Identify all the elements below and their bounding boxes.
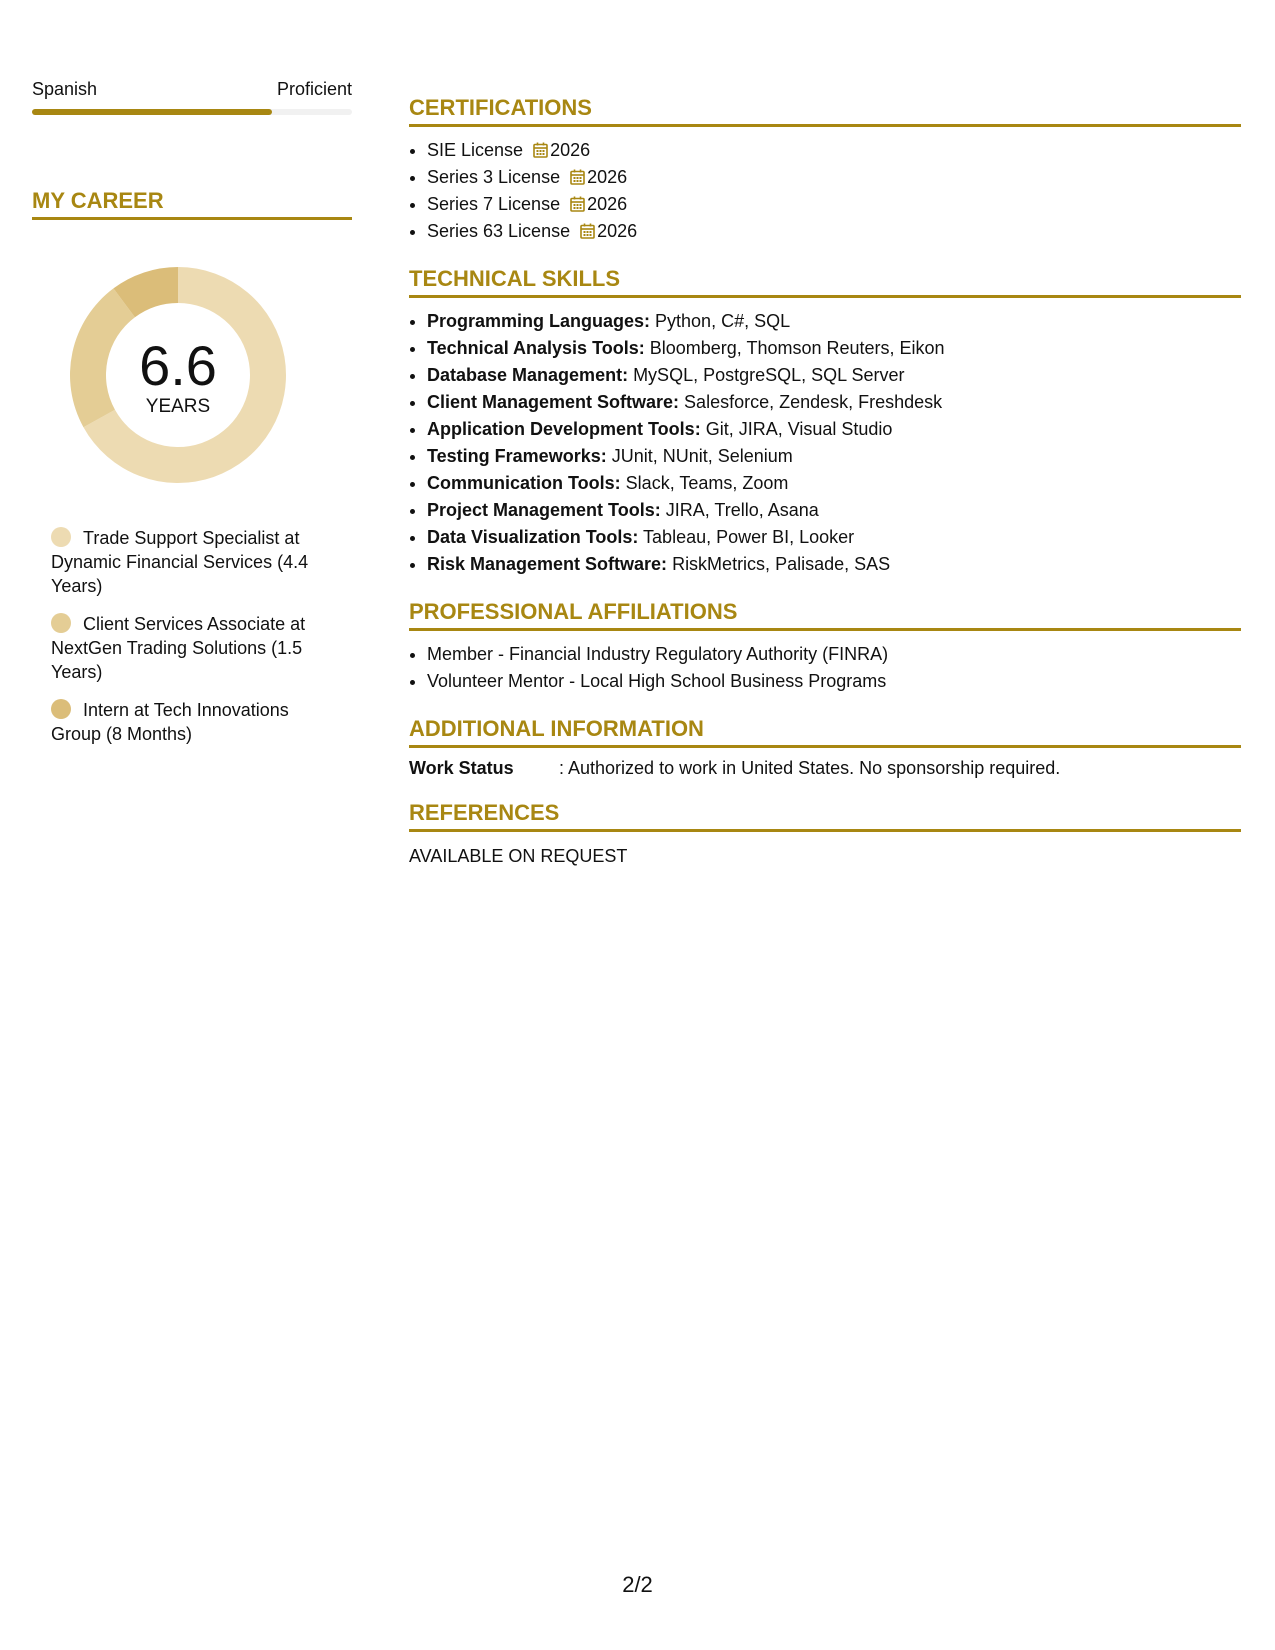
skill-item: • Database Management: MySQL, PostgreSQL, SQL Server	[427, 362, 1241, 389]
affiliations-title: PROFESSIONAL AFFILIATIONS	[409, 598, 1241, 631]
career-total-years: 6.6	[139, 334, 217, 397]
certification-item: • Series 7 License 2026	[427, 191, 1241, 218]
career-donut-chart	[65, 262, 291, 488]
affiliations-list	[409, 641, 1241, 695]
certifications-title: CERTIFICATIONS	[409, 94, 1241, 127]
references-text: AVAILABLE ON REQUEST	[409, 846, 628, 866]
language-proficiency-fill	[32, 109, 272, 115]
career-legend-item: Intern at Tech Innovations Group (8 Months)	[51, 700, 289, 744]
skill-item: • Testing Frameworks: JUnit, NUnit, Selenium	[427, 443, 1241, 470]
language-item	[32, 78, 352, 115]
skill-item: • Communication Tools: Slack, Teams, Zoom	[427, 470, 1241, 497]
career-section-title: MY CAREER	[32, 187, 352, 220]
calendar-icon	[580, 223, 595, 239]
career-legend	[51, 526, 331, 746]
certifications-list	[409, 137, 1241, 245]
language-level: Proficient	[276, 79, 352, 99]
legend-dot-icon	[51, 613, 71, 633]
affiliation-item: • Member - Financial Industry Regulatory Authority (FINRA)	[427, 641, 1241, 668]
skill-item: • Programming Languages: Python, C#, SQL	[427, 308, 1241, 335]
skill-item: • Project Management Tools: JIRA, Trello, Asana	[427, 497, 1241, 524]
career-legend-item: Client Services Associate at NextGen Trading Solutions (1.5 Years)	[51, 614, 306, 682]
skill-item: • Application Development Tools: Git, JIRA, Visual Studio	[427, 416, 1241, 443]
calendar-icon	[570, 196, 585, 212]
work-status-row	[409, 757, 1241, 779]
calendar-icon	[533, 142, 548, 158]
technical-skills-title: TECHNICAL SKILLS	[409, 265, 1241, 298]
right-column	[409, 94, 1241, 867]
page-number: 2/2	[622, 1572, 653, 1597]
work-status-label: Work Status	[409, 758, 514, 778]
work-status-value: : Authorized to work in United States. No sponsorship required.	[559, 758, 1061, 778]
language-name: Spanish	[32, 79, 98, 99]
certification-item: • SIE License 2026	[427, 137, 1241, 164]
additional-info-title: ADDITIONAL INFORMATION	[409, 715, 1241, 748]
technical-skills-list	[409, 308, 1241, 578]
calendar-icon	[570, 169, 585, 185]
references-title: REFERENCES	[409, 799, 1241, 832]
skill-item: • Client Management Software: Salesforce, Zendesk, Freshdesk	[427, 389, 1241, 416]
certification-item: • Series 63 License 2026	[427, 218, 1241, 245]
skill-item: • Data Visualization Tools: Tableau, Power BI, Looker	[427, 524, 1241, 551]
career-legend-item: Trade Support Specialist at Dynamic Financial Services (4.4 Years)	[51, 528, 309, 596]
language-proficiency-bar	[32, 109, 352, 115]
affiliation-item: • Volunteer Mentor - Local High School Business Programs	[427, 668, 1241, 695]
certification-item: • Series 3 License 2026	[427, 164, 1241, 191]
left-column	[32, 78, 352, 760]
skill-item: • Risk Management Software: RiskMetrics, Palisade, SAS	[427, 551, 1241, 578]
skill-item: • Technical Analysis Tools: Bloomberg, Thomson Reuters, Eikon	[427, 335, 1241, 362]
legend-dot-icon	[51, 527, 71, 547]
career-total-unit: YEARS	[145, 396, 211, 417]
legend-dot-icon	[51, 699, 71, 719]
